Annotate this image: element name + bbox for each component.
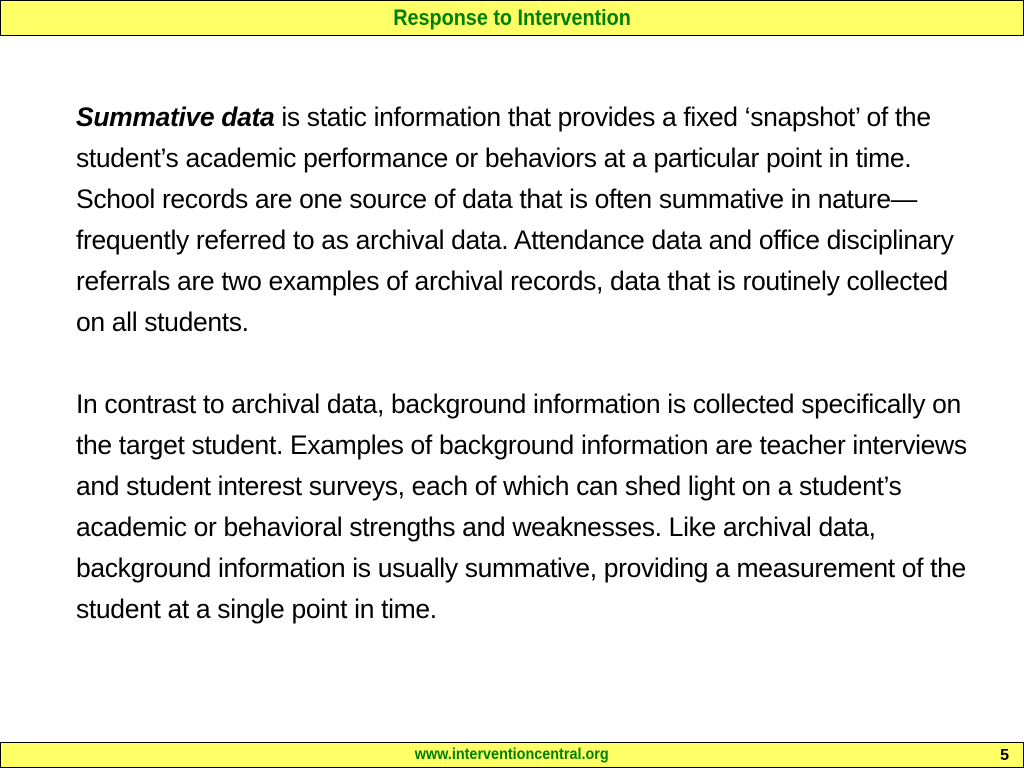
slide-content: [76, 97, 976, 630]
page-number: 5: [1000, 747, 1009, 764]
paragraph-background-information: In contrast to archival data, background information is collected specifically on the target student. Examples of background information are teacher interviews and student interest surveys, each of which can shed light on a student’s academic or behavioral strengths and weaknesses. Like archival data, background information is usually summative, providing a measurement of the student at a single point in time.: [76, 389, 967, 624]
footer-bar: [0, 742, 1024, 768]
footer-url-text: www.interventioncentral.org: [415, 746, 609, 763]
paragraph-summative-data: [76, 97, 976, 343]
footer-url: [1, 743, 1023, 767]
term-summative-data: Summative data: [76, 102, 275, 132]
slide-title: Response to Intervention: [393, 5, 631, 30]
header-bar: [0, 0, 1024, 36]
paragraph-summative-data-text: is static information that provides a fixed ‘snapshot’ of the student’s academic performance or behaviors at a particular point in time. School records are one source of data that is often summative in nature—frequently referred to as archival data. Attendance data and office disciplinary referrals are two examples of archival records, data that is routinely collected on all students.: [76, 102, 954, 337]
